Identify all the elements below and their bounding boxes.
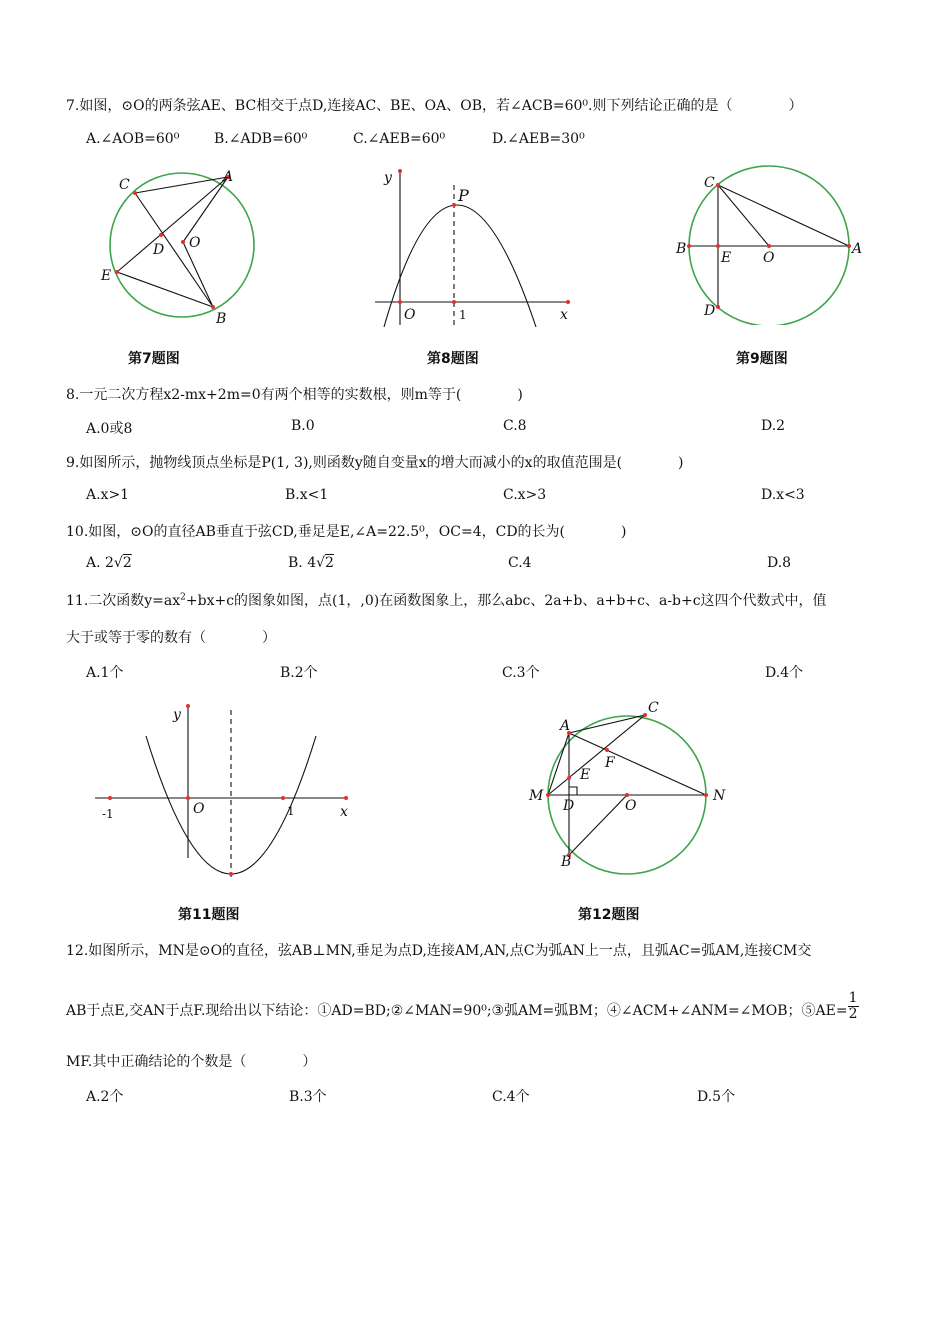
fig7-label-d: D (153, 242, 165, 258)
q9-option-b: B.x<1 (285, 487, 329, 503)
q11-option-d: D.4个 (765, 665, 804, 681)
fig8-label-x: x (560, 307, 568, 323)
q10-option-a-coef: A. 2 (86, 555, 114, 571)
q11-option-c: C.3个 (502, 665, 540, 681)
q12-line1: 12.如图所示，MN是⊙O的直径，弦AB⊥MN,垂足为点D,连接AM,AN,点C为弧AN上一点，且弧AC=弧AM,连接CM交 (66, 943, 812, 959)
q12-fraction-numerator: 1 (848, 989, 858, 1006)
figure-9 (672, 165, 872, 325)
fig7-caption: 第7题图 (128, 351, 180, 367)
q8-stem: 8.一元二次方程x2-mx+2m=0有两个相等的实数根，则m等于( ) (66, 387, 523, 403)
fig12-label-b: B (561, 854, 572, 870)
q12-option-a: A.2个 (86, 1089, 124, 1105)
q9-option-c: C.x>3 (503, 487, 547, 503)
q10-option-c: C.4 (508, 555, 532, 571)
fig12-label-f: F (605, 755, 615, 771)
fig11-caption: 第11题图 (178, 907, 240, 923)
fig12-label-e: E (580, 767, 591, 783)
q7-option-d: D.∠AEB=30⁰ (492, 131, 585, 147)
q10-option-d: D.8 (767, 555, 792, 571)
fig7-label-c: C (119, 177, 130, 193)
q7-option-c: C.∠AEB=60⁰ (353, 131, 446, 147)
fig12-label-o: O (625, 798, 637, 814)
fig11-label-y: y (173, 707, 181, 723)
fig7-label-e: E (101, 268, 112, 284)
fig11-label-o: O (193, 801, 205, 817)
fig9-label-b: B (676, 241, 687, 257)
fig8-label-1: 1 (459, 308, 467, 322)
q11-stem-part1: 11.二次函数y=ax (66, 593, 181, 609)
fig11-label-1: 1 (287, 804, 295, 818)
fig9-label-o: O (763, 250, 775, 266)
figure-8 (370, 165, 580, 330)
q10-option-b-radicand: 2 (325, 555, 334, 571)
q9-option-a: A.x>1 (86, 487, 130, 503)
q12-option-d: D.5个 (697, 1089, 736, 1105)
q7-stem: 7.如图，⊙O的两条弦AE、BC相交于点D,连接AC、BE、OA、OB，若∠ACB=60⁰.则下列结论正确的是（ ） (66, 98, 803, 114)
q12-fraction-denominator: 2 (848, 1005, 858, 1022)
q9-option-d: D.x<3 (761, 487, 805, 503)
figure-12 (525, 697, 735, 882)
fig11-label-x: x (340, 804, 348, 820)
fig7-label-a: A (223, 169, 234, 185)
q8-option-c: C.8 (503, 418, 527, 434)
fig9-label-a: A (852, 241, 863, 257)
fig12-label-d: D (563, 798, 575, 814)
q11-option-b: B.2个 (280, 665, 318, 681)
q11-stem-part2: +bx+c的图象如图，点(1，,0)在函数图象上，那么abc、2a+b、a+b+c、a-b+c这四个代数式中，值 (185, 593, 827, 609)
fig9-label-e: E (721, 250, 732, 266)
q11-exponent: 2 (180, 592, 186, 603)
q11-option-a: A.1个 (86, 665, 124, 681)
fig12-caption: 第12题图 (578, 907, 640, 923)
fig8-label-o: O (404, 307, 416, 323)
q10-option-a-radicand: 2 (122, 555, 132, 571)
q8-option-d: D.2 (761, 418, 786, 434)
q10-option-a: A. 2√2 (86, 555, 132, 571)
q12-option-c: C.4个 (492, 1089, 530, 1105)
q12-line2 (66, 989, 859, 1022)
fig9-caption: 第9题图 (736, 351, 788, 367)
fig12-label-m: M (529, 788, 544, 804)
q12-line2-text: AB于点E,交AN于点F.现给出以下结论：①AD=BD;②∠MAN=90⁰;③弧AM=弧BM；④∠ACM+∠ANM=∠MOB；⑤AE= (66, 1003, 848, 1019)
q12-line3: MF.其中正确结论的个数是（ ） (66, 1054, 317, 1070)
fig9-label-d: D (704, 303, 716, 319)
q8-option-a: A.0或8 (86, 421, 133, 437)
fig7-label-o: O (189, 235, 201, 251)
fig8-label-p: P (458, 186, 469, 205)
q7-option-b: B.∠ADB=60⁰ (214, 131, 308, 147)
q10-option-b: B. 4√2 (288, 555, 334, 571)
fig12-label-c: C (648, 700, 659, 716)
fig11-label-neg1: -1 (102, 807, 114, 821)
q10-stem: 10.如图，⊙O的直径AB垂直于弦CD,垂足是E,∠A=22.5⁰，OC=4，CD的长为( ) (66, 524, 627, 540)
q11-stem-line2: 大于或等于零的数有（ ） (66, 630, 276, 646)
fig7-label-b: B (216, 311, 227, 327)
q12-fraction (848, 991, 859, 1022)
fig12-label-n: N (713, 788, 726, 804)
q8-option-b: B.0 (291, 418, 315, 434)
q7-option-a: A.∠AOB=60⁰ (86, 131, 180, 147)
fig8-label-y: y (384, 170, 392, 186)
fig12-label-a: A (560, 718, 571, 734)
q12-option-b: B.3个 (289, 1089, 327, 1105)
q10-option-b-coef: B. 4 (288, 555, 317, 571)
q9-stem: 9.如图所示，抛物线顶点坐标是P(1, 3),则函数y随自变量x的增大而减小的x的取值范围是( ) (66, 455, 684, 471)
q11-stem (66, 590, 827, 610)
fig9-label-c: C (704, 175, 715, 191)
fig8-caption: 第8题图 (427, 351, 479, 367)
figure-11 (90, 700, 360, 890)
figure-7 (95, 165, 270, 330)
